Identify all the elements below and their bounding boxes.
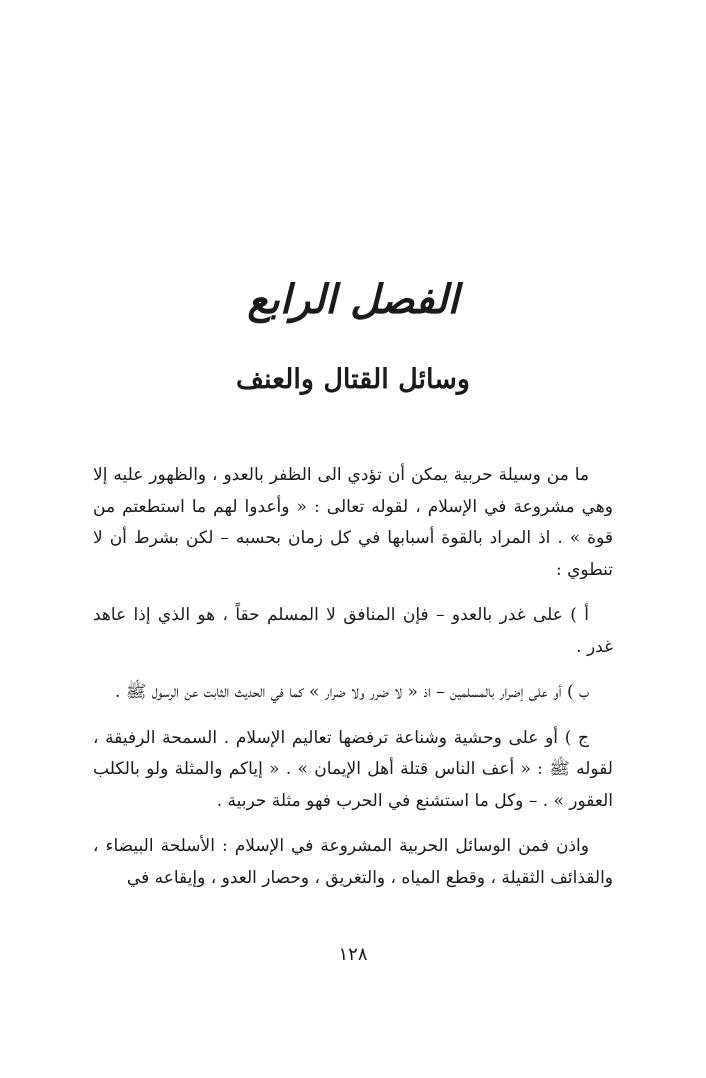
chapter-title: الفصل الرابع bbox=[247, 276, 459, 323]
paragraph-item-c: ج ) أو على وحشية وشناعة ترفضها تعاليم الإسلام . السمحة الرفيقة ، لقوله ﷺ : « أعف الناس قتلة أهل الإيمان » . « إياكم والمثلة ولو بالكلب العقور » . – وكل ما استشنع في الحرب فهو مثلة حربية . bbox=[93, 727, 613, 811]
chapter-subtitle: وسائل القتال والعنف bbox=[236, 364, 470, 395]
paragraph-intro: ما من وسيلة حربية يمكن أن تؤدي الى الظفر بالعدو ، والظهور عليه إلا وهي مشروعة في الإسلام ، لقوله تعالى : « وأعدوا لهم ما استطعتم من قوة » . اذ المراد بالقوة أسبابها في كل زمان بحسبه – لكن بشرط أن لا تنطوي : bbox=[93, 465, 613, 580]
paragraph-conclusion: واذن فمن الوسائل الحربية المشروعة في الإسلام : الأسلحة البيضاء ، والقذائف الثقيلة ، وقطع المياه ، والتغريق ، وحصار العدو ، وإيقاعه في bbox=[93, 836, 613, 888]
paragraph-item-a: أ ) على غدر بالعدو – فإن المنافق لا المسلم حقاً ، هو الذي إذا عاهد غدر . bbox=[93, 605, 613, 657]
body-text bbox=[93, 460, 613, 894]
page-number: ١٢٨ bbox=[338, 944, 368, 965]
paragraph-item-b: ب ) أو على إضرار بالمسلمين – اذ « لا ضرر ولا ضرار » كما في الحديث الثابت عن الرسول ﷺ . bbox=[115, 682, 589, 702]
